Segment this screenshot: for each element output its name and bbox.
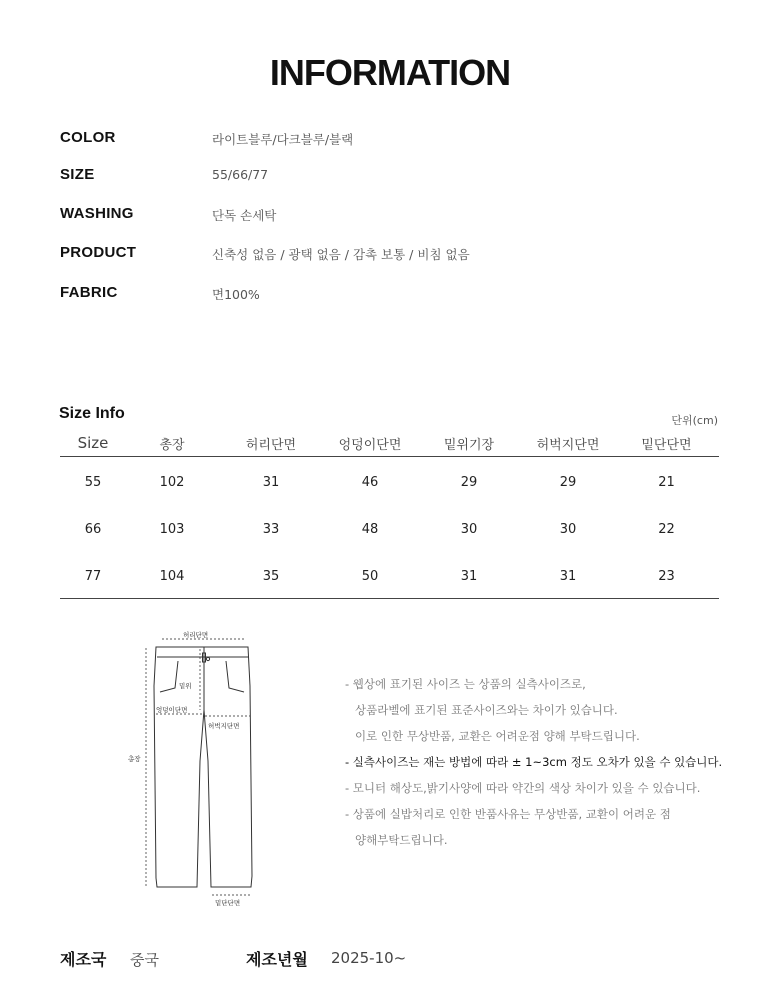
- header-hem: 밑단단면: [614, 430, 719, 457]
- info-row-fabric: [60, 284, 720, 306]
- pants-outline: [154, 647, 252, 887]
- table-cell: 33: [262, 522, 280, 537]
- table-bottom-rule: [60, 598, 719, 599]
- note-line: - 실측사이즈는 재는 방법에 따라 ± 1~3cm 정도 오차가 있을 수 있습니다.: [345, 755, 723, 769]
- info-value: 단독 손세탁: [212, 208, 277, 223]
- info-row-washing: [60, 205, 720, 227]
- table-cell: 50: [361, 569, 379, 584]
- header-size: Size: [60, 430, 126, 457]
- pants-measurement-diagram: [128, 626, 253, 911]
- manufacture-date-value: 2025-10~: [331, 949, 407, 967]
- table-cell: 22: [658, 522, 675, 537]
- country-value: 중국: [130, 951, 159, 969]
- header-total-length: 총장: [126, 430, 218, 457]
- table-cell: 66: [84, 522, 102, 537]
- table-cell: 21: [658, 475, 675, 490]
- info-value: 신축성 없음 / 광택 없음 / 감촉 보통 / 비침 없음: [212, 247, 470, 262]
- table-cell: 30: [460, 522, 478, 537]
- note-line: - 모니터 해상도,밝기사양에 따라 약간의 색상 차이가 있을 수 있습니다.: [345, 781, 701, 795]
- info-label: COLOR: [60, 129, 116, 146]
- header-rise: 밑위기장: [416, 430, 522, 457]
- table-row: [60, 553, 719, 600]
- info-label: FABRIC: [60, 284, 118, 301]
- info-value: 면100%: [212, 287, 260, 302]
- table-cell: 102: [159, 475, 185, 490]
- thigh-label: 허벅지단면: [208, 722, 240, 730]
- table-header-row: [60, 430, 719, 457]
- note-line: - 웹상에 표기된 사이즈 는 상품의 실측사이즈로,: [345, 677, 586, 691]
- table-cell: 103: [159, 522, 185, 537]
- table-cell: 55: [84, 475, 102, 490]
- size-table: [60, 430, 719, 600]
- note-line: 양해부탁드립니다.: [355, 833, 448, 847]
- unit-label: 단위(cm): [671, 414, 718, 427]
- rise-label: 밑위: [179, 682, 192, 690]
- table-cell: 31: [559, 569, 577, 584]
- table-cell: 29: [460, 475, 478, 490]
- header-waist: 허리단면: [218, 430, 324, 457]
- manufacture-date-label: 제조년월: [246, 950, 308, 969]
- info-label: SIZE: [60, 166, 95, 183]
- table-cell: 77: [84, 569, 102, 584]
- hem-label: 밑단단면: [215, 899, 241, 907]
- info-row-color: [60, 129, 720, 151]
- table-cell: 48: [361, 522, 379, 537]
- info-label: PRODUCT: [60, 244, 137, 261]
- table-cell: 35: [262, 569, 280, 584]
- header-hip: 엉덩이단면: [324, 430, 416, 457]
- info-label: WASHING: [60, 205, 134, 222]
- note-line: 이로 인한 무상반품, 교환은 어려운점 양해 부탁드립니다.: [355, 729, 640, 743]
- info-row-product: [60, 244, 720, 266]
- hip-label: 엉덩이단면: [156, 706, 188, 714]
- header-thigh: 허벅지단면: [522, 430, 614, 457]
- page-title: INFORMATION: [269, 52, 511, 93]
- info-value: 라이트블루/다크블루/블랙: [212, 132, 354, 147]
- waist-label: 허리단면: [183, 631, 209, 639]
- table-cell: 30: [559, 522, 577, 537]
- country-label: 제조국: [60, 950, 107, 969]
- table-cell: 46: [361, 475, 379, 490]
- table-cell: 29: [559, 475, 577, 490]
- table-cell: 31: [460, 569, 478, 584]
- info-value: 55/66/77: [212, 167, 269, 182]
- note-line: 상품라벨에 표기된 표준사이즈와는 차이가 있습니다.: [355, 703, 618, 717]
- length-label: 총장: [128, 755, 141, 763]
- note-line: - 상품에 실밥처리로 인한 반품사유는 무상반품, 교환이 어려운 점: [345, 807, 671, 821]
- size-info-title: Size Info: [59, 405, 125, 422]
- table-cell: 23: [658, 569, 675, 584]
- table-cell: 104: [159, 569, 185, 584]
- info-row-size: [60, 166, 720, 188]
- table-row: [60, 506, 719, 553]
- table-row: [60, 457, 719, 507]
- table-cell: 31: [262, 475, 280, 490]
- notes-block: [345, 675, 745, 857]
